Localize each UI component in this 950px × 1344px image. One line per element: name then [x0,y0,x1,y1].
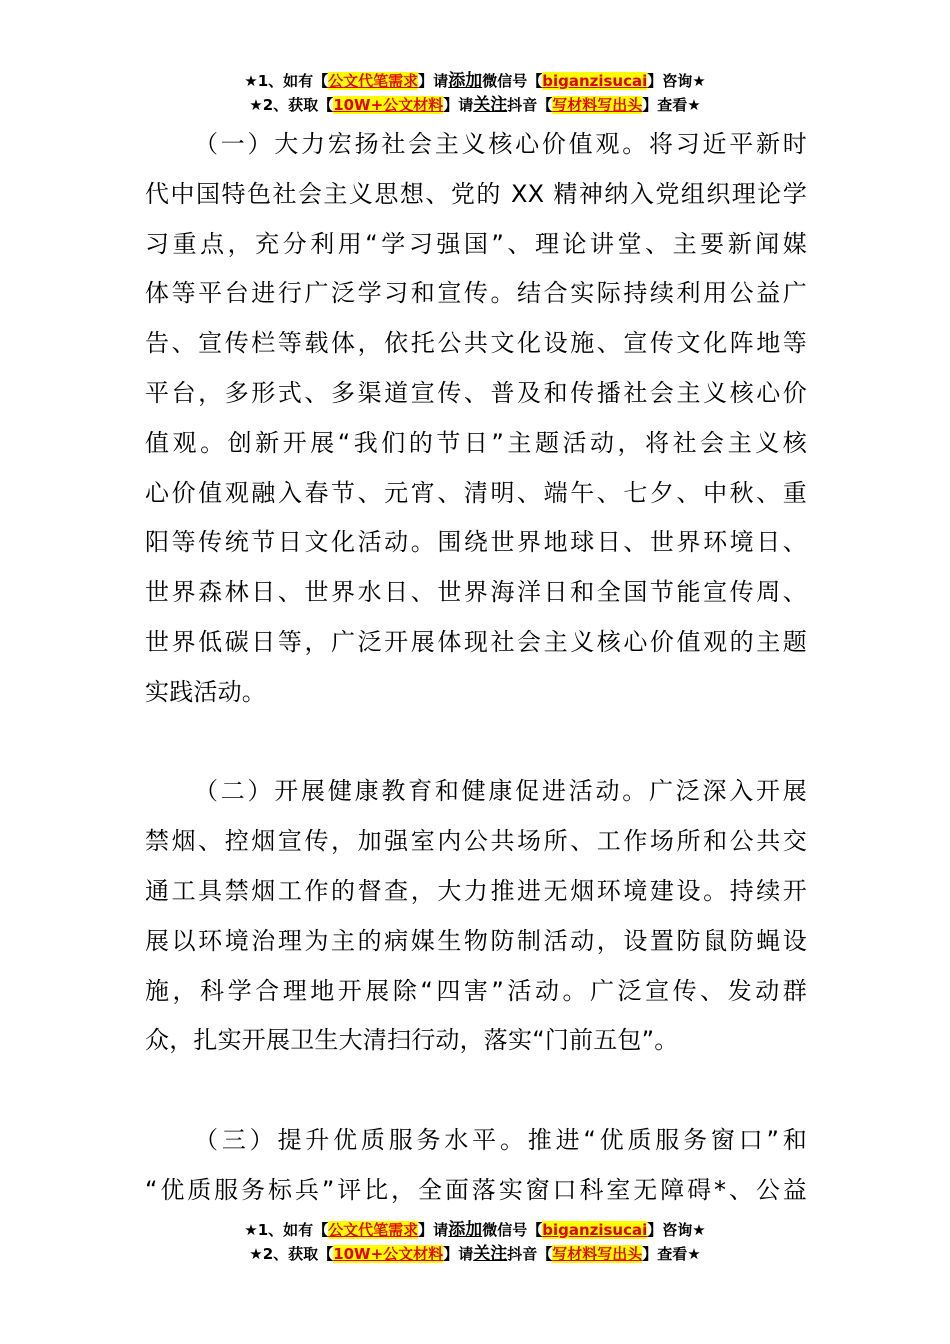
text-line: 体等平台进行广泛学习和宣传。结合实际持续利用公益广 [145,279,807,308]
promo-highlight: 10W+公文材料 [333,1245,444,1263]
text-line: 世界低碳日等，广泛开展体现社会主义核心价值观的主题 [145,627,807,656]
promo-highlight: biganzisucai [542,72,648,90]
text-line: “优质服务标兵”评比，全面落实窗口科室无障碍*、公益 [145,1175,807,1204]
text-line: 值观。创新开展“我们的节日”主题活动，将社会主义核 [145,428,807,457]
promo-line-2 [0,93,950,117]
promo-text: 】查看★ [642,96,701,114]
promo-header [0,69,950,117]
promo-text: 微信号【 [482,1221,543,1239]
text-line: 通工具禁烟工作的督查，大力推进无烟环境建设。持续开 [145,876,807,905]
promo-text: 】请 [443,1245,474,1263]
promo-emphasis: 关注 [473,1244,508,1264]
text-line: 习重点，充分利用“学习强国”、理论讲堂、主要新闻媒 [145,229,807,258]
text-line: （一）大力宏扬社会主义核心价值观。将习近平新时 [194,130,807,158]
promo-text: 】查看★ [642,1245,701,1263]
promo-highlight: 公文代笔需求 [328,72,419,90]
text-line: 世界森林日、世界水日、世界海洋日和全国节能宣传周、 [145,578,807,607]
promo-highlight: 公文代笔需求 [328,1221,419,1239]
text-line: 平台，多形式、多渠道宣传、普及和传播社会主义核心价 [145,378,807,407]
text-line: 实践活动。 [145,677,266,706]
paragraph [145,120,807,718]
promo-line-1 [0,69,950,93]
paragraph [145,767,807,1066]
text-line: 禁烟、控烟宣传，加强室内公共场所、工作场所和公共交 [145,827,807,856]
text-line: 展以环境治理为主的病媒生物防制活动，设置防鼠防蝇设 [145,926,807,955]
text-line: 众，扎实开展卫生大清扫行动，落实“门前五包”。 [145,1026,679,1055]
promo-text: ★2、获取【 [249,96,334,114]
promo-highlight: 10W+公文材料 [333,96,444,114]
promo-text: 】请 [418,1221,449,1239]
promo-text: 微信号【 [482,72,543,90]
text-line: 施，科学合理地开展除“四害”活动。广泛宣传、发动群 [145,976,807,1005]
promo-footer [0,1218,950,1266]
promo-highlight: biganzisucai [542,1221,648,1239]
text-line: 心价值观融入春节、元宵、清明、端午、七夕、中秋、重 [145,478,807,507]
paragraph [145,1116,807,1216]
promo-highlight: 写材料写出头 [552,1245,643,1263]
text-line: 阳等传统节日文化活动。围绕世界地球日、世界环境日、 [145,528,807,557]
promo-emphasis: 添加 [448,71,483,91]
document-body [145,120,807,1216]
promo-text: ★1、如有【 [244,72,329,90]
text-line: （三）提升优质服务水平。推进“优质服务窗口”和 [194,1125,807,1154]
promo-text: 】咨询★ [647,1221,706,1239]
text-line: 告、宣传栏等载体，依托公共文化设施、宣传文化阵地等 [145,329,807,358]
text-line: 代中国特色社会主义思想、党的 XX 精神纳入党组织理论学 [145,179,807,208]
promo-text: 】咨询★ [647,72,706,90]
promo-line-2 [0,1242,950,1266]
promo-emphasis: 关注 [473,95,508,115]
promo-text: 】请 [418,72,449,90]
promo-text: ★2、获取【 [249,1245,334,1263]
promo-line-1 [0,1218,950,1242]
promo-text: 抖音【 [507,1245,553,1263]
promo-emphasis: 添加 [448,1220,483,1240]
promo-highlight: 写材料写出头 [552,96,643,114]
promo-text: ★1、如有【 [244,1221,329,1239]
text-line: （二）开展健康教育和健康促进活动。广泛深入开展 [194,777,807,806]
paragraph-gap [145,1066,807,1116]
paragraph-gap [145,718,807,768]
promo-text: 抖音【 [507,96,553,114]
promo-text: 】请 [443,96,474,114]
